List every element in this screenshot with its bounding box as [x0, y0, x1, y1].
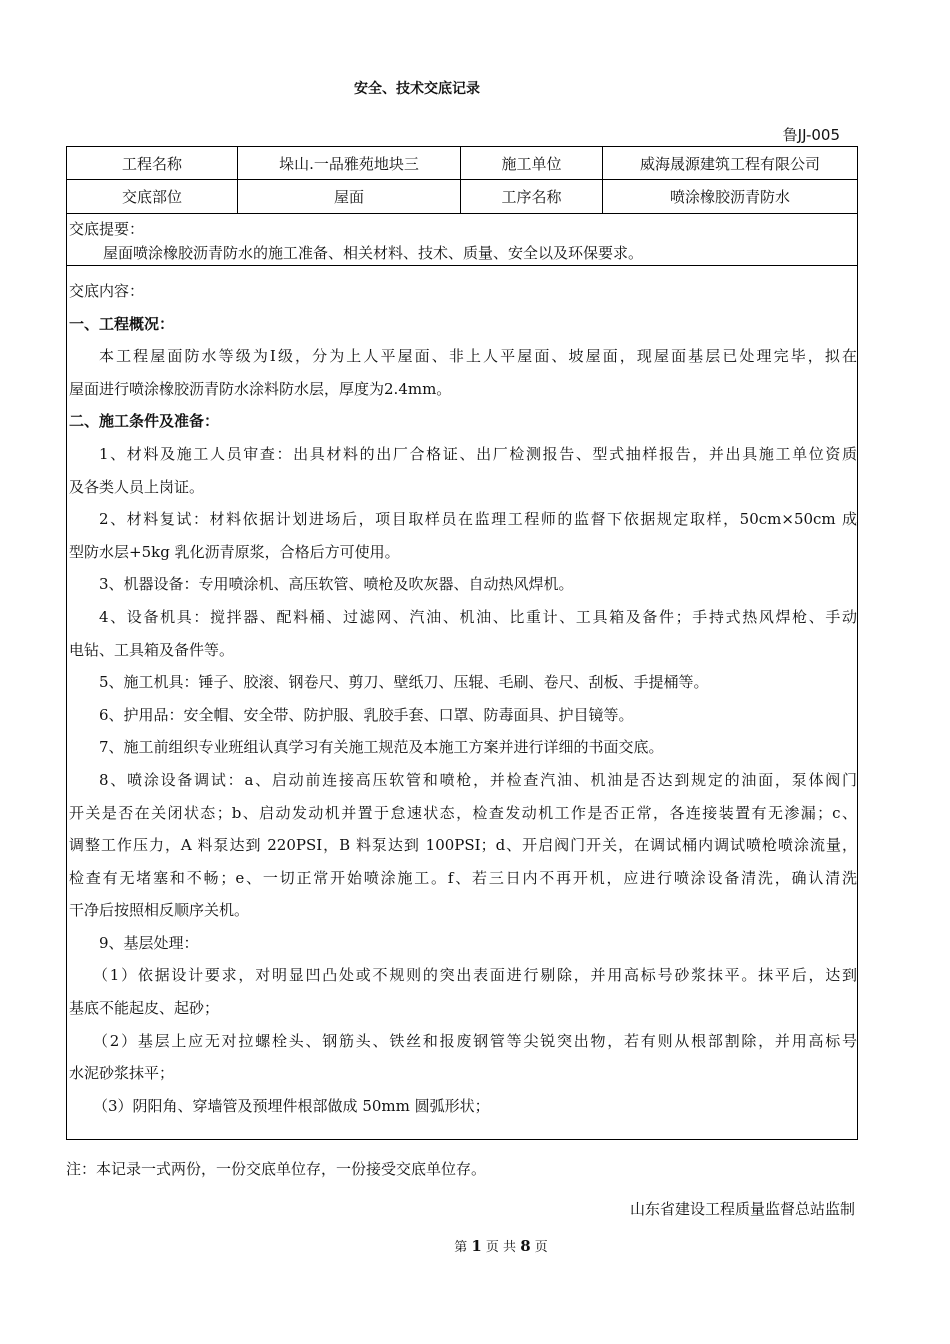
page-prefix: 第	[454, 1240, 468, 1255]
paragraph-line: （1）依据设计要求，对明显凹凸处或不规则的突出表面进行剔除，并用高标号砂浆抹平。抹平后，达到	[93, 966, 857, 985]
record-table	[66, 146, 858, 1140]
section-heading: 二、施工条件及准备：	[69, 412, 220, 431]
document-title: 安全、技术交底记录	[354, 81, 480, 97]
paragraph-line: （2）基层上应无对拉螺栓头、钢筋头、铁丝和报废钢管等尖锐突出物，若有则从根部割除，并用高标号	[93, 1031, 857, 1050]
process-name-label: 工序名称	[461, 180, 603, 213]
paragraph-line: 型防水层+5kg 乳化沥青原浆，合格后方可使用。	[69, 542, 400, 561]
paragraph-line: 开关是否在关闭状态；b、启动发动机并置于怠速状态，检查发动机工作是否正常，各连接装置有无渗漏；c、	[69, 803, 857, 822]
paragraph-line: 7、施工前组织专业班组认真学习有关施工规范及本施工方案并进行详细的书面交底。	[99, 738, 664, 757]
content-section	[69, 275, 857, 1122]
paragraph-line: 屋面进行喷涂橡胶沥青防水涂料防水层，厚度为2.4mm。	[69, 379, 452, 398]
construction-unit-value: 威海晟源建筑工程有限公司	[639, 155, 820, 173]
summary-text: 屋面喷涂橡胶沥青防水的施工准备、相关材料、技术、质量、安全以及环保要求。	[103, 244, 644, 262]
page-suffix: 页	[534, 1240, 548, 1255]
page-mid: 页 共	[485, 1240, 517, 1255]
paragraph-line: 干净后按照相反顺序关机。	[69, 901, 250, 920]
paragraph-line: 3、机器设备：专用喷涂机、高压软管、喷枪及吹灰器、自动热风焊机。	[99, 575, 574, 594]
paragraph-line: 检查有无堵塞和不畅；e、一切正常开始喷涂施工。f、若三日内不再开机，应进行喷涂设备清洗，确认清洗	[69, 868, 857, 887]
project-name-label: 工程名称	[67, 147, 238, 180]
table-row	[67, 147, 857, 180]
paragraph-line: 基底不能起皮、起砂；	[69, 999, 220, 1018]
row-divider	[67, 265, 857, 266]
paragraph-line: 水泥砂浆抹平；	[69, 1064, 175, 1083]
form-code: 鲁JJ-005	[782, 126, 840, 144]
paragraph-line: （3）阴阳角、穿墙管及预埋件根部做成 50mm 圆弧形状；	[93, 1096, 490, 1115]
paragraph-line: 本工程屋面防水等级为Ⅰ级，分为上人平屋面、非上人平屋面、坡屋面，现屋面基层已处理完毕，拟在	[99, 347, 857, 366]
table-row	[67, 180, 857, 213]
paragraph-line: 2、材料复试：材料依据计划进场后，项目取样员在监理工程师的监督下依据规定取样，50cm×50cm 成	[99, 510, 857, 529]
process-name-value: 喷涂橡胶沥青防水	[669, 188, 790, 206]
footer-note: 注：本记录一式两份，一份交底单位存，一份接受交底单位存。	[66, 1160, 487, 1178]
summary-label: 交底提要：	[69, 220, 145, 238]
paragraph-line: 8、喷涂设备调试：a、启动前连接高压软管和喷枪，并检查汽油、机油是否达到规定的油面，泵体阀门	[99, 770, 857, 789]
row-divider	[67, 213, 857, 214]
paragraph-line: 调整工作压力，A 料泵达到 220PSI，B 料泵达到 100PSI；d、开启阀门开关，在调试桶内调试喷枪喷涂流量，	[69, 836, 857, 855]
paragraph-line: 电钻、工具箱及备件等。	[69, 640, 235, 659]
handover-part-label: 交底部位	[67, 180, 238, 213]
supervision-text: 山东省建设工程质量监督总站监制	[629, 1200, 855, 1218]
paragraph-line: 1、材料及施工人员审查：出具材料的出厂合格证、出厂检测报告、型式抽样报告，并出具施工单位资质	[99, 444, 857, 463]
content-label: 交底内容：	[69, 282, 145, 300]
construction-unit-label: 施工单位	[461, 147, 603, 180]
project-name-value: 垛山.一品雅苑地块三	[238, 147, 461, 180]
section-heading: 一、工程概况：	[69, 314, 175, 333]
page-current: 1	[471, 1237, 482, 1255]
paragraph-line: 及各类人员上岗证。	[69, 477, 205, 496]
summary-section	[69, 217, 855, 265]
paragraph-line: 9、基层处理：	[99, 933, 199, 952]
paragraph-line: 6、护用品：安全帽、安全带、防护服、乳胶手套、口罩、防毒面具、护目镜等。	[99, 705, 634, 724]
page-indicator	[0, 1236, 950, 1255]
paragraph-line: 5、施工机具：锤子、胶滚、钢卷尺、剪刀、壁纸刀、压辊、毛刷、卷尺、刮板、手提桶等。	[99, 673, 709, 692]
paragraph-line: 4、设备机具：搅拌器、配料桶、过滤网、汽油、机油、比重计、工具箱及备件；手持式热风焊枪、手动	[99, 607, 857, 626]
page-total: 8	[520, 1237, 531, 1255]
handover-part-value: 屋面	[238, 180, 461, 213]
